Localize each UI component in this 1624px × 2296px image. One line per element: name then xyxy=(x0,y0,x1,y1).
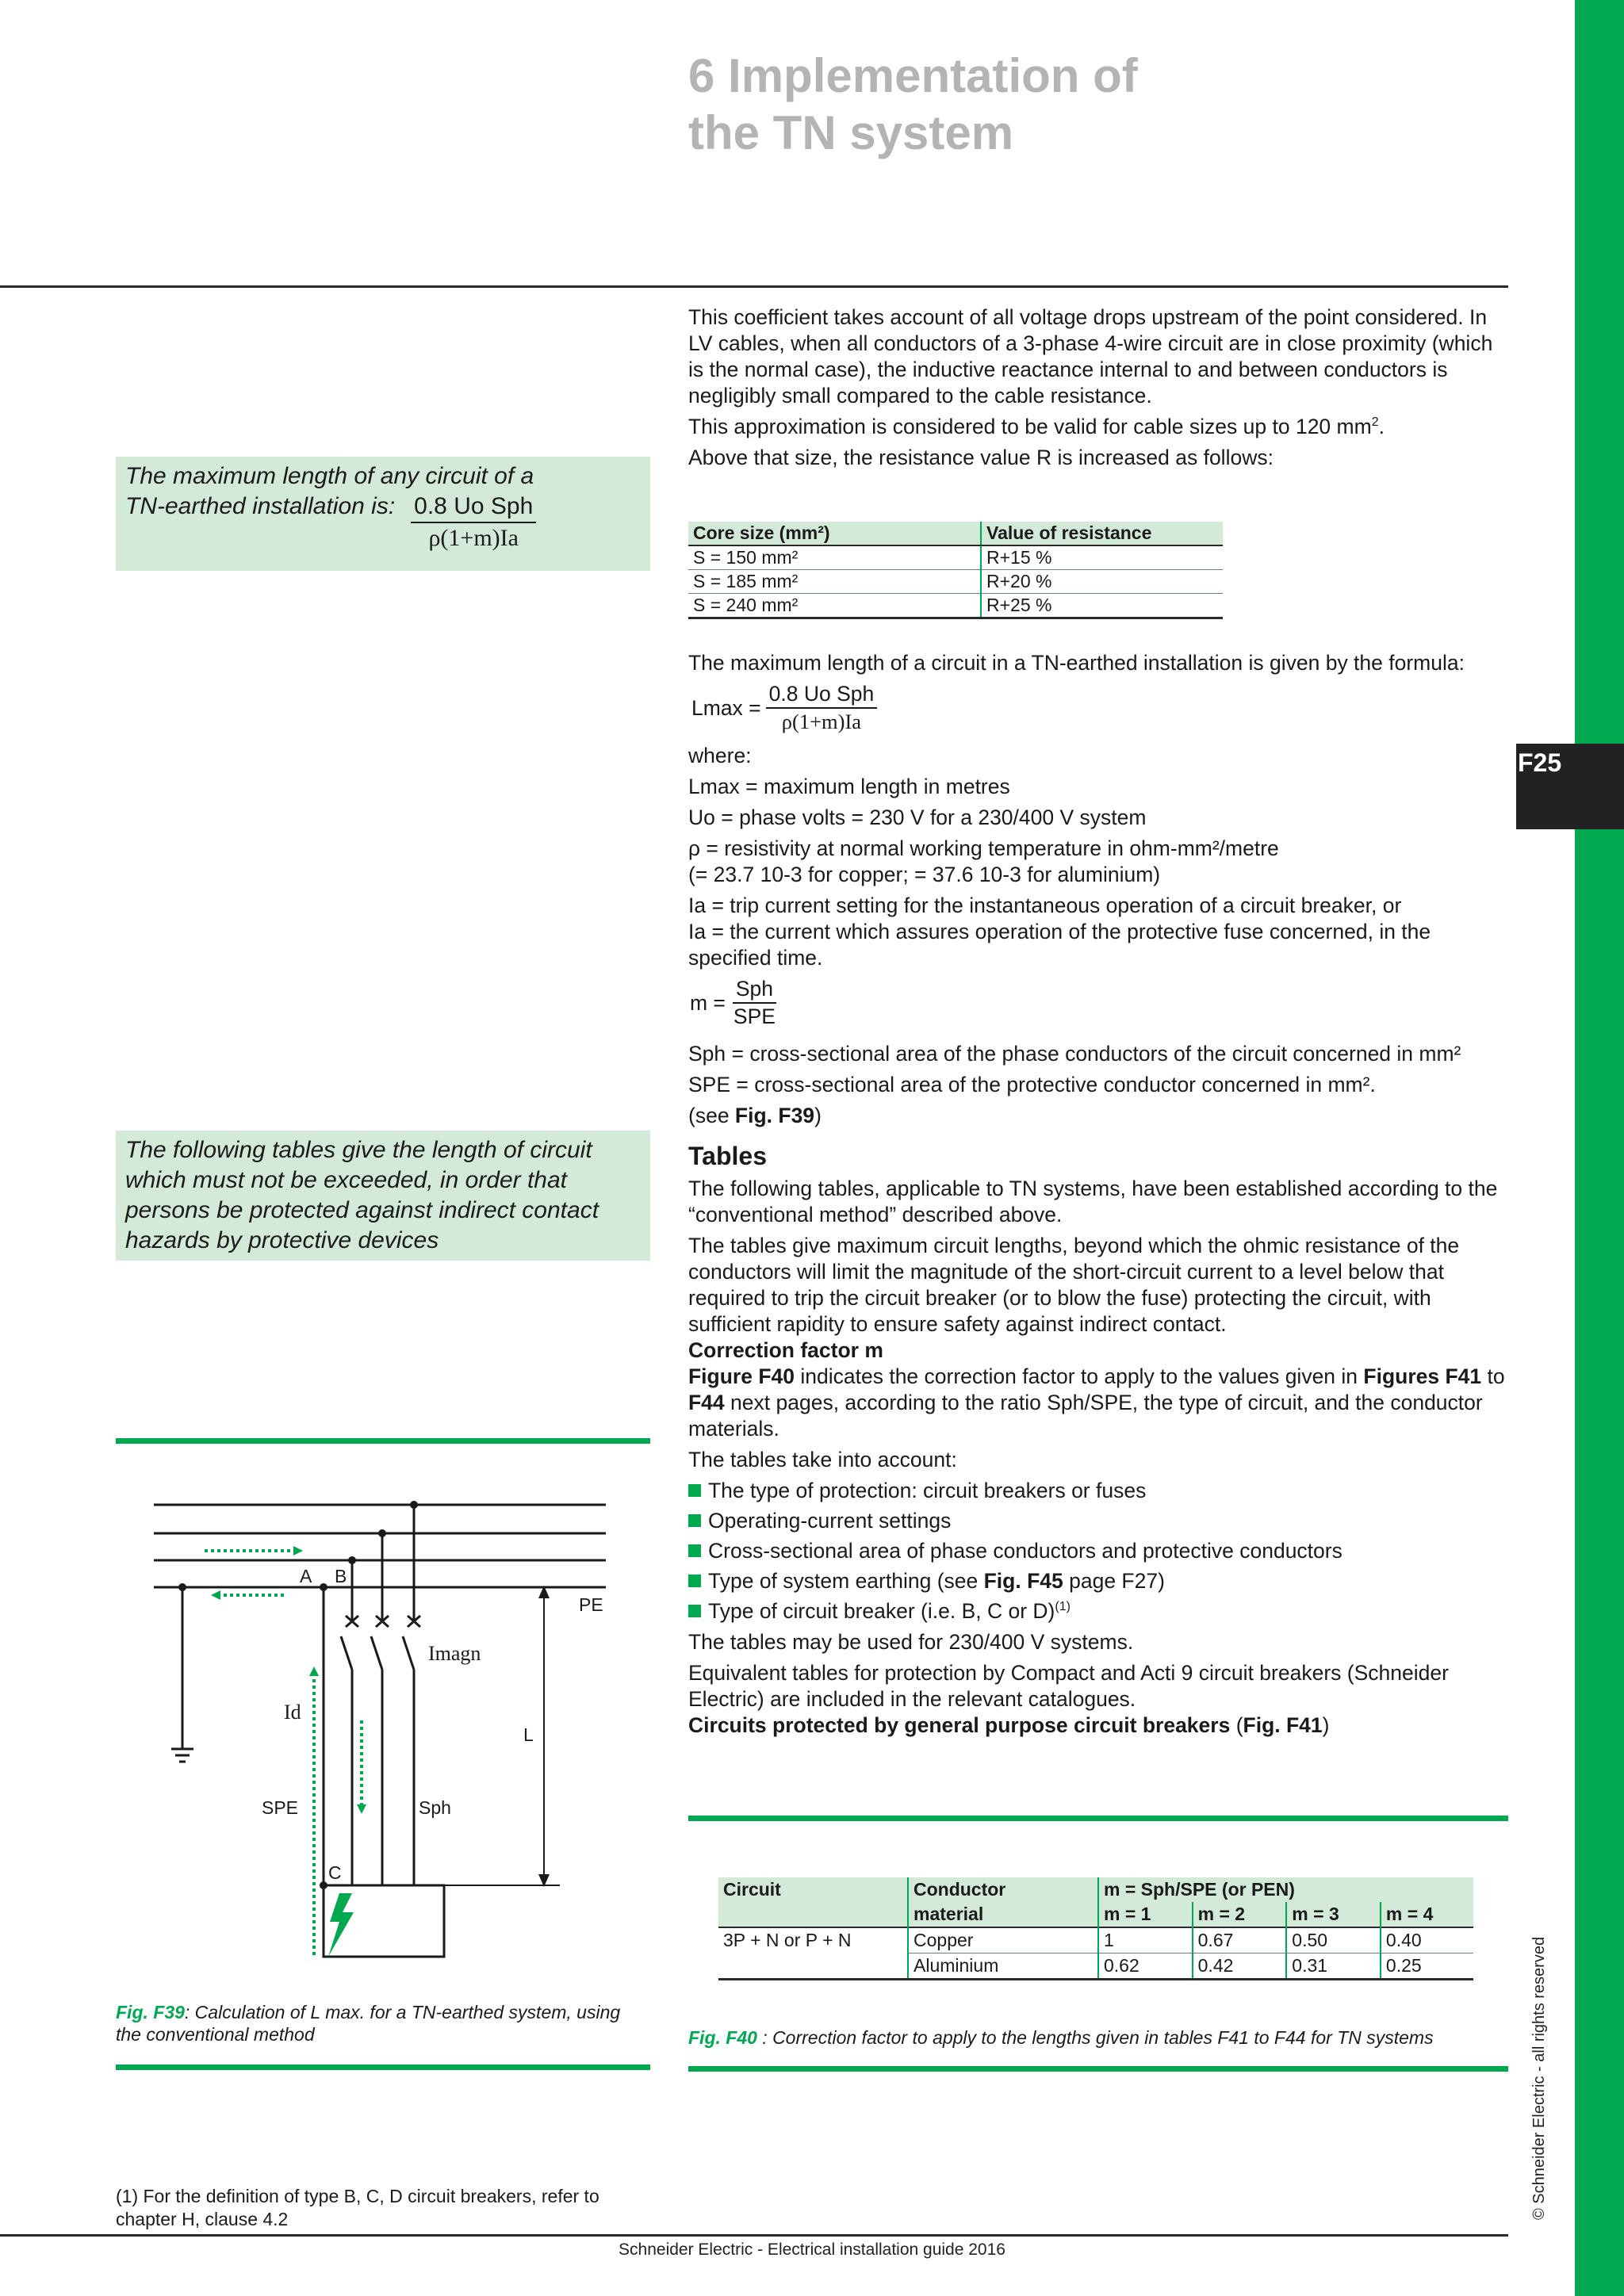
lmax-formula xyxy=(691,681,1513,735)
res-header-value: Value of resistance xyxy=(981,522,1223,545)
chapter-title-line1: 6 Implementation of xyxy=(688,49,1138,102)
res-size: S = 185 mm² xyxy=(688,570,981,594)
id-arrowhead xyxy=(309,1667,319,1676)
label-sph: Sph xyxy=(419,1797,451,1818)
lmax-fraction xyxy=(766,681,878,735)
cf-value: 0.25 xyxy=(1381,1954,1473,1980)
def-uo: Uo = phase volts = 230 V for a 230/400 V system xyxy=(688,806,1147,829)
node-3 xyxy=(410,1501,418,1509)
cf-material: Copper xyxy=(908,1927,1098,1954)
sidebar-lmax-formula xyxy=(411,492,536,553)
paragraph-equivalent: Equivalent tables for protection by Compact and Acti 9 circuit breakers (Schneider Electric) are included in the relevant catalogues. xyxy=(688,1661,1449,1711)
fig39-bottom-rule xyxy=(116,2064,650,2070)
sidebar-formula-box xyxy=(116,457,650,571)
def-rho: ρ = resistivity at normal working temperature in ohm-mm²/metre xyxy=(688,836,1279,860)
cf-header-material-2: material xyxy=(908,1902,1098,1927)
b4-text: Type of system earthing (see xyxy=(708,1569,984,1593)
approx-sup: 2 xyxy=(1371,415,1379,430)
def-ia-breaker: Ia = trip current setting for the instantaneous operation of a circuit breaker, or xyxy=(688,894,1402,917)
cf-value: 0.31 xyxy=(1286,1954,1381,1980)
table-row xyxy=(718,1927,1473,1954)
cf-value: 0.50 xyxy=(1286,1927,1381,1954)
chapter-title xyxy=(688,48,1402,162)
bullet-list xyxy=(688,1478,1513,1624)
contact-3 xyxy=(403,1636,414,1670)
table-row xyxy=(688,594,1223,618)
cf-value: 1 xyxy=(1098,1927,1193,1954)
cf-text3: next pages, according to the ratio Sph/SPE, the type of circuit, and the conductor materials. xyxy=(688,1391,1483,1441)
res-header-size: Core size (mm²) xyxy=(688,522,981,545)
cf-material: Aluminium xyxy=(908,1954,1098,1980)
formula-numerator: 0.8 Uo Sph xyxy=(411,492,536,523)
def-spe: SPE = cross-sectional area of the protective conductor concerned in mm². xyxy=(688,1073,1376,1096)
lmax-numerator: 0.8 Uo Sph xyxy=(766,681,878,709)
label-pe: PE xyxy=(579,1594,603,1615)
res-value: R+20 % xyxy=(981,570,1223,594)
b4-end: page F27) xyxy=(1063,1569,1165,1593)
table-row xyxy=(688,545,1223,570)
correction-factor-heading: Correction factor m xyxy=(688,1338,883,1362)
approx-end: . xyxy=(1378,415,1385,438)
def-lmax: Lmax = maximum length in metres xyxy=(688,775,1010,798)
see-fig-f39 xyxy=(688,1103,1513,1129)
res-size: S = 150 mm² xyxy=(688,545,981,570)
cf-header-m2: m = 2 xyxy=(1193,1902,1287,1927)
page-number: F25 xyxy=(1518,748,1562,777)
copyright-notice: © Schneider Electric - all rights reserved xyxy=(1530,1936,1548,2220)
paragraph-correction xyxy=(688,1364,1513,1442)
cf-header-material-1: Conductor xyxy=(908,1877,1098,1902)
cf-text2: to xyxy=(1481,1364,1505,1388)
fig39-text: : Calculation of L max. for a TN-earthed system, using the conventional method xyxy=(116,2002,621,2045)
fig40-text: : Correction factor to apply to the lengths given in tables F41 to F44 for TN systems xyxy=(756,2027,1434,2048)
see-close: ) xyxy=(814,1104,822,1127)
list-item xyxy=(688,1568,1513,1594)
fig40-label: Fig. F40 xyxy=(688,2027,757,2048)
cf-header-m: m = Sph/SPE (or PEN) xyxy=(1098,1877,1473,1902)
fig-f41-ref: Figures F41 xyxy=(1363,1364,1482,1388)
paragraph-circuits-protected xyxy=(688,1712,1513,1739)
cpgp-open: ( xyxy=(1230,1713,1243,1737)
def-rho-values: (= 23.7 10-3 for copper; = 37.6 10-3 for aluminium) xyxy=(688,863,1161,886)
fig40-caption xyxy=(688,2026,1513,2049)
cpgp-text: Circuits protected by general purpose circuit breakers xyxy=(688,1713,1231,1737)
where-label: where: xyxy=(688,744,752,767)
header-rule xyxy=(0,285,1508,288)
footnote-ref: (1) xyxy=(1055,1600,1071,1614)
cf-header-circuit: Circuit xyxy=(718,1877,908,1927)
b5-text: Type of circuit breaker (i.e. B, C or D) xyxy=(708,1599,1055,1623)
label-imagn: Imagn xyxy=(428,1642,481,1665)
label-spe: SPE xyxy=(262,1797,299,1818)
footer-text: Schneider Electric - Electrical installation guide 2016 xyxy=(619,2241,1005,2259)
main-column-middle xyxy=(688,650,1513,1743)
fig40-top-rule xyxy=(688,1816,1508,1821)
list-item: Operating-current settings xyxy=(688,1508,1513,1534)
lmax-denominator: ρ(1+m)Ia xyxy=(781,710,862,733)
resistance-table-wrap xyxy=(688,522,1223,619)
fig-f40-ref: Figure F40 xyxy=(688,1364,795,1388)
paragraph-above-size: Above that size, the resistance value R is increased as follows: xyxy=(688,446,1274,469)
sph-arrowhead xyxy=(357,1804,366,1814)
label-c: C xyxy=(328,1862,342,1883)
label-a: A xyxy=(300,1566,312,1586)
cf-header-m4: m = 4 xyxy=(1381,1902,1473,1927)
fault-arrowhead-return xyxy=(211,1590,220,1600)
cf-text1: indicates the correction factor to apply to the values given in xyxy=(795,1364,1364,1388)
paragraph-tables-intro: The following tables, applicable to TN systems, have been established according to the “conventional method” described above. xyxy=(688,1177,1498,1226)
approx-text: This approximation is considered to be valid for cable sizes up to 120 mm xyxy=(688,415,1372,438)
sidebar-box1-line2: TN-earthed installation is: xyxy=(125,493,396,519)
correction-table-wrap xyxy=(718,1877,1473,1980)
node-a xyxy=(320,1583,327,1591)
cf-value: 0.42 xyxy=(1193,1954,1287,1980)
paragraph-coefficient: This coefficient takes account of all voltage drops upstream of the point considered. In LV cables, when all conductors of a 3-phase 4-wire circuit are in close proximity (which is the normal case), the inductive reactance internal to and between conductors is negligibly small compared to the cable resistance. xyxy=(688,305,1493,408)
resistance-table xyxy=(688,522,1223,619)
res-value: R+25 % xyxy=(981,594,1223,618)
right-green-bar xyxy=(1575,0,1624,2296)
paragraph-230-400: The tables may be used for 230/400 V systems. xyxy=(688,1630,1134,1654)
correction-table xyxy=(718,1877,1473,1980)
res-value: R+15 % xyxy=(981,545,1223,570)
tables-heading: Tables xyxy=(688,1142,767,1170)
label-l: L xyxy=(523,1724,534,1745)
fig-f45-ref: Fig. F45 xyxy=(983,1569,1063,1593)
fig-f39-ref: Fig. F39 xyxy=(734,1104,815,1127)
cf-header-m3: m = 3 xyxy=(1286,1902,1381,1927)
node-c xyxy=(320,1881,327,1889)
contact-2 xyxy=(371,1636,382,1670)
node-earth xyxy=(178,1583,186,1591)
m-numerator: Sph xyxy=(733,976,776,1004)
list-item: Cross-sectional area of phase conductors and protective conductors xyxy=(688,1538,1513,1564)
sidebar-tables-box: The following tables give the length of circuit which must not be exceeded, in order that persons be protected against indirect contact hazards by protective devices xyxy=(116,1131,650,1261)
sidebar-box1-line1: The maximum length of any circuit of a xyxy=(125,463,534,489)
list-item xyxy=(688,1598,1513,1624)
res-size: S = 240 mm² xyxy=(688,594,981,618)
footnote: (1) For the definition of type B, C, D circuit breakers, refer to chapter H, clause 4.2 xyxy=(116,2186,599,2229)
cf-header-m1: m = 1 xyxy=(1098,1902,1193,1927)
label-id: Id xyxy=(284,1701,301,1724)
footer-rule xyxy=(0,2234,1508,2237)
paragraph-approximation xyxy=(688,414,1513,440)
node-2 xyxy=(378,1529,386,1537)
cpgp-close: ) xyxy=(1322,1713,1330,1737)
fault-lightning-icon xyxy=(328,1893,354,1957)
cf-value: 0.62 xyxy=(1098,1954,1193,1980)
m-fraction xyxy=(730,976,779,1030)
m-label: m = xyxy=(690,990,726,1015)
def-sph: Sph = cross-sectional area of the phase conductors of the circuit concerned in mm² xyxy=(688,1042,1461,1066)
m-denominator: SPE xyxy=(733,1004,776,1028)
page-number-tab xyxy=(1516,744,1624,829)
cf-value: 0.40 xyxy=(1381,1927,1473,1954)
fig39-caption xyxy=(116,2001,650,2045)
list-item: The type of protection: circuit breakers or fuses xyxy=(688,1478,1513,1504)
cf-value: 0.67 xyxy=(1193,1927,1287,1954)
chapter-title-line2: the TN system xyxy=(688,106,1014,159)
lmax-label: Lmax = xyxy=(691,695,761,720)
paragraph-take-into-account: The tables take into account: xyxy=(688,1448,957,1471)
paragraph-lmax-intro: The maximum length of a circuit in a TN-earthed installation is given by the formula: xyxy=(688,651,1465,675)
fig39-label: Fig. F39 xyxy=(116,2002,185,2022)
fig-f44-ref: F44 xyxy=(688,1391,725,1414)
label-b: B xyxy=(335,1566,347,1586)
fig-f41-ref2: Fig. F41 xyxy=(1243,1713,1323,1737)
fig39-top-rule xyxy=(116,1438,650,1444)
fig40-bottom-rule xyxy=(688,2066,1508,2072)
node-b xyxy=(348,1556,356,1564)
contact-1 xyxy=(341,1636,352,1670)
def-ia-fuse: Ia = the current which assures operation of the protective fuse concerned, in the specified time. xyxy=(688,920,1431,970)
table-row xyxy=(688,570,1223,594)
fig39-diagram xyxy=(116,1459,650,1974)
cf-circuit: 3P + N or P + N xyxy=(718,1927,908,1980)
paragraph-tables-lengths: The tables give maximum circuit lengths, beyond which the ohmic resistance of the conductors will limit the magnitude of the short-circuit current to a level below that required to trip the circuit breaker (or to blow the fuse) protecting the circuit, with sufficient rapidity to ensure safety against indirect contact. xyxy=(688,1234,1460,1336)
main-column-top xyxy=(688,304,1513,476)
fault-arrowhead-top xyxy=(293,1546,303,1556)
see-text: (see xyxy=(688,1104,735,1127)
m-formula xyxy=(690,976,1513,1030)
formula-denominator: ρ(1+m)Ia xyxy=(428,525,519,551)
